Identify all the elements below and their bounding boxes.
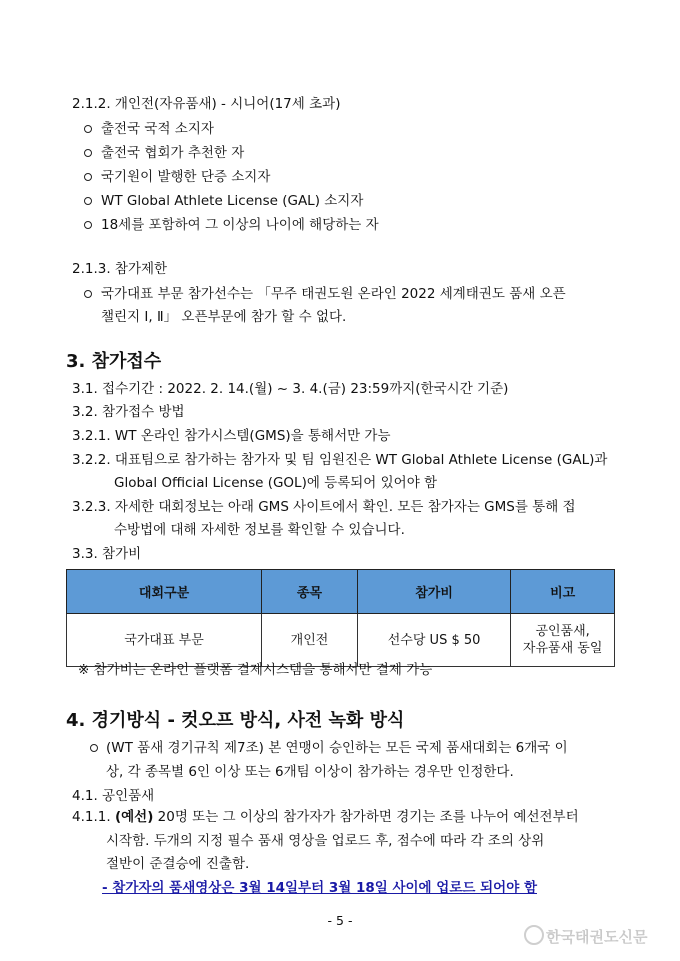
circle-bullet-icon	[84, 197, 92, 205]
table-header: 대회구분	[67, 570, 262, 614]
circle-bullet-icon	[90, 744, 98, 752]
table-cell: 개인전	[262, 614, 358, 667]
circle-bullet-icon	[84, 290, 92, 298]
text-line: 3.3. 참가비	[72, 546, 142, 562]
circle-bullet-icon	[84, 221, 92, 229]
note-line: 공인품새,	[535, 624, 590, 639]
item-text: 20명 또는 그 이상의 참가자가 참가하면 경기는 조를 나누어 예선전부터	[153, 809, 579, 825]
list-item: 출전국 국적 소지자	[101, 121, 214, 137]
page-number: - 5 -	[327, 913, 353, 928]
paragraph-line: 챌린지 Ⅰ, Ⅱ」 오픈부문에 참가 할 수 없다.	[101, 309, 347, 325]
table-row	[67, 614, 615, 667]
prelim-label: (예선)	[114, 809, 154, 825]
text-line: 3.2.2. 대표팀으로 참가하는 참가자 및 팀 임원진은 WT Global Athlete License (GAL)과	[72, 452, 608, 468]
table-header: 종목	[262, 570, 358, 614]
table-cell: 선수당 US $ 50	[357, 614, 510, 667]
paragraph-line: 상, 각 종목별 6인 이상 또는 6개팀 이상이 참가하는 경우만 인정한다.	[106, 764, 514, 780]
text-line: 수방법에 대해 자세한 정보를 확인할 수 있습니다.	[114, 522, 405, 538]
section-title-4: 4. 경기방식 - 컷오프 방식, 사전 녹화 방식	[66, 710, 405, 731]
fee-table	[66, 569, 615, 667]
paragraph-line: 절반이 준결승에 진출함.	[106, 856, 250, 872]
watermark: 한국태권도신문	[546, 928, 648, 946]
list-item: 출전국 협회가 추천한 자	[101, 145, 245, 161]
table-header: 비고	[511, 570, 615, 614]
watermark-logo-icon	[524, 925, 544, 945]
section-heading-2-1-3: 2.1.3. 참가제한	[72, 261, 168, 277]
paragraph-line: 시작함. 두개의 지정 필수 품새 영상을 업로드 후, 점수에 따라 각 조의 상위	[106, 833, 545, 849]
upload-deadline-note: - 참가자의 품새영상은 3월 14일부터 3월 18일 사이에 업로드 되어야 함	[102, 880, 537, 896]
circle-bullet-icon	[84, 149, 92, 157]
note-line: 자유품새 동일	[522, 641, 603, 656]
table-header: 참가비	[357, 570, 510, 614]
paragraph-line	[72, 807, 579, 827]
table-header-row	[67, 570, 615, 614]
circle-bullet-icon	[84, 125, 92, 133]
list-item: WT Global Athlete License (GAL) 소지자	[101, 193, 364, 209]
text-line: 3.2.1. WT 온라인 참가시스템(GMS)을 통해서만 가능	[72, 428, 391, 444]
text-line: 3.2. 참가접수 방법	[72, 404, 185, 420]
table-cell-note	[511, 614, 615, 667]
list-item: 국기원이 발행한 단증 소지자	[101, 169, 271, 185]
payment-note: ※ 참가비는 온라인 플랫폼 결제시스템을 통해서만 결제 가능	[78, 662, 433, 678]
circle-bullet-icon	[84, 173, 92, 181]
text-line: Global Official License (GOL)에 등록되어 있어야 함	[114, 475, 438, 491]
text-line: 3.2.3. 자세한 대회정보는 아래 GMS 사이트에서 확인. 모든 참가자는 GMS를 통해 접	[72, 499, 576, 515]
text-line: 3.1. 접수기간 : 2022. 2. 14.(월) ~ 3. 4.(금) 23:59까지(한국시간 기준)	[72, 381, 509, 397]
item-number: 4.1.1.	[72, 809, 111, 825]
table-cell: 국가대표 부문	[67, 614, 262, 667]
paragraph-line: (WT 품새 경기규칙 제7조) 본 연맹이 승인하는 모든 국제 품새대회는 6개국 이	[106, 740, 568, 756]
paragraph-line: 국가대표 부문 참가선수는 「무주 태권도원 온라인 2022 세계태권도 품새 오픈	[101, 286, 566, 302]
section-heading-2-1-2: 2.1.2. 개인전(자유품새) - 시니어(17세 초과)	[72, 96, 341, 112]
list-item: 18세를 포함하여 그 이상의 나이에 해당하는 자	[101, 217, 379, 233]
section-title-3: 3. 참가접수	[66, 351, 162, 372]
text-line: 4.1. 공인품새	[72, 788, 155, 804]
